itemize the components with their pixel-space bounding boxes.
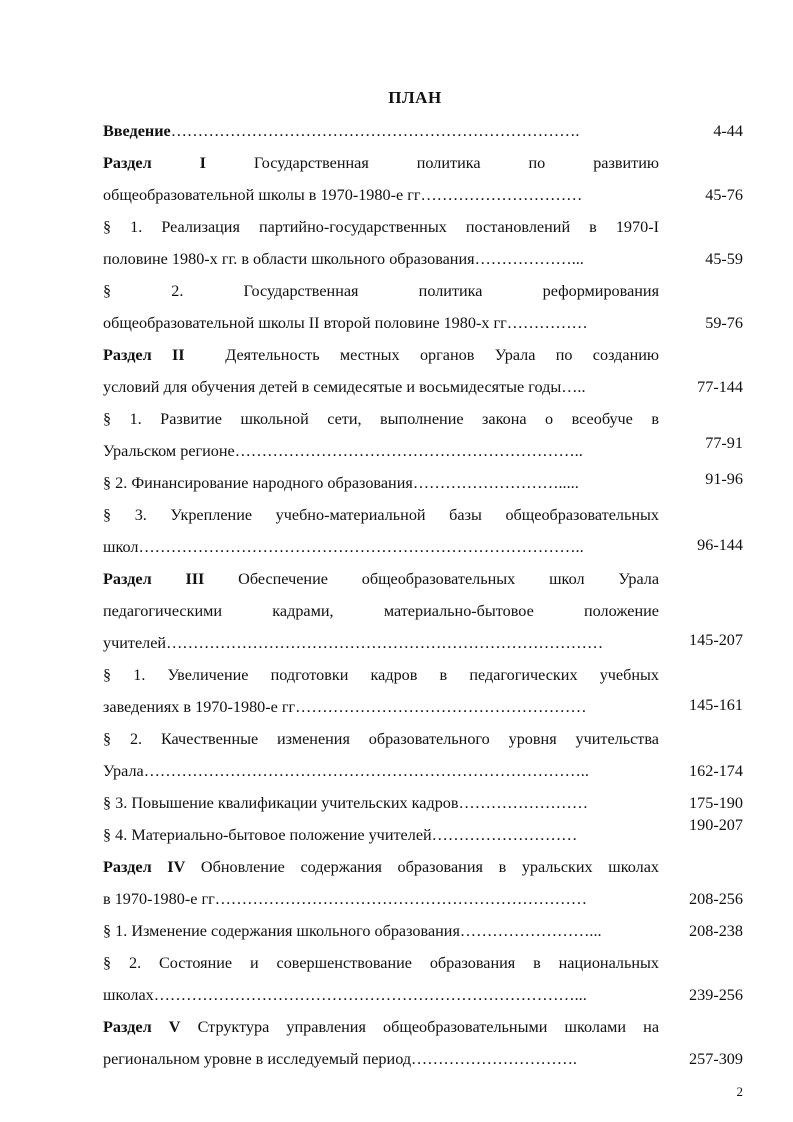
toc-s1-para1-line1: § 1. Реализация партийно-государственных постановлений в 1970-I (103, 218, 659, 236)
toc-section-5-line2: региональном уровне в исследуемый период…………………………. (103, 1050, 577, 1068)
toc-section-3-line1 (103, 569, 659, 589)
page-range-s2-para2: 91-96 (705, 470, 743, 488)
toc-s1-para1-line2: половине 1980-х гг. в области школьного образования………………... (103, 250, 584, 268)
toc-s4-para2-line1: § 2. Состояние и совершенствование образования в национальных (103, 954, 659, 972)
toc-s4-para1: § 1. Изменение содержания школьного образования……………………... (103, 922, 602, 940)
toc-s2-para3-line2: школ……………………………………………………………………….. (103, 538, 584, 556)
page-range-section-2: 77-144 (697, 378, 743, 396)
toc-s3-para1-line2: заведениях в 1970-1980-е гг……………………………………………… (103, 698, 587, 716)
toc-s3-para3: § 3. Повышение квалификации учительских кадров…………………… (103, 794, 589, 812)
heading-word: по (528, 154, 546, 172)
toc-s4-para2-line2: школах……………………………………………………………………... (103, 986, 587, 1004)
section-number: III (185, 570, 205, 588)
toc-s2-para2: § 2. Финансирование народного образования………………………..... (103, 474, 579, 492)
toc-s3-para2-line2: Урала……………………………………………………………………….. (103, 762, 589, 780)
toc-section-3-line2 (103, 601, 659, 621)
toc-s3-para1-line1: § 1. Увеличение подготовки кадров в педагогических учебных (103, 666, 659, 684)
leader-dots: …………………………………………………………………. (170, 122, 580, 140)
section-label: Раздел (103, 570, 152, 588)
section-number: I (199, 154, 206, 172)
toc-s2-para1-line1: § 1. Развитие школьной сети, выполнение закона о всеобуче в (103, 410, 659, 428)
toc-s1-para2-line2: общеобразовательной школы II второй половине 1980-х гг…………… (103, 314, 588, 332)
toc-section-3-line3: учителей……………………………………………………………………… (103, 634, 604, 652)
toc-s3-para2-line1: § 2. Качественные изменения образовательного уровня учительства (103, 730, 659, 748)
heading-word: материально-бытовое (383, 602, 534, 620)
toc-s2-para3-line1: § 3. Укрепление учебно-материальной базы общеобразовательных (103, 506, 659, 524)
toc-section-1-line2: общеобразовательной школы в 1970-1980-е гг………………………… (103, 186, 583, 204)
page-range-s1-para1: 45-59 (705, 250, 743, 268)
heading-word: педагогическими (103, 602, 223, 620)
page-range-section-4: 208-256 (689, 890, 743, 908)
page-title: ПЛАН (388, 88, 442, 107)
heading-word: политика (416, 154, 481, 172)
section-heading: Структура управления общеобразовательными школами на (197, 1018, 660, 1036)
page-range-section-3: 145-207 (689, 631, 743, 649)
page-number: 2 (736, 1084, 743, 1099)
page-range-intro: 4-44 (713, 122, 743, 140)
toc-s1-para2-line1 (103, 281, 659, 301)
page-range-s4-para1: 208-238 (689, 922, 743, 940)
page-range-section-5: 257-309 (689, 1050, 743, 1068)
heading-word: Государственная (253, 154, 369, 172)
toc-section-4-line2: в 1970-1980-е гг…………………………………………………………… (103, 890, 588, 908)
toc-section-1-line1 (103, 153, 659, 173)
section-label: Раздел V (103, 1018, 181, 1036)
toc-section-2-line1 (103, 345, 659, 365)
heading-word: школ (549, 570, 585, 588)
page-range-s4-para2: 239-256 (689, 986, 743, 1004)
page-range-s1-para2: 59-76 (705, 314, 743, 332)
heading-word: общеобразовательных (361, 570, 516, 588)
toc-s3-para4: § 4. Материально-бытовое положение учителей……………………… (103, 826, 578, 844)
para-number: 2. (171, 282, 184, 300)
heading-word: политика (418, 282, 483, 300)
page-range-s3-para1: 145-161 (689, 696, 743, 714)
toc-entry-intro (103, 121, 659, 141)
section-label: Раздел (103, 154, 152, 172)
section-label: Раздел II (103, 346, 185, 364)
toc-section-5-line1 (103, 1017, 659, 1037)
toc-s2-para1-line2: Уральском регионе……………………………………………………….. (103, 442, 583, 460)
heading-word: развитию (593, 154, 660, 172)
section-heading: Деятельность местных органов Урала по созданию (225, 346, 660, 364)
toc-section-4-line1 (103, 857, 659, 877)
section-label: Раздел IV (103, 858, 186, 876)
heading-word: Обеспечение (238, 570, 328, 588)
page-range-s3-para3: 175-190 (689, 794, 743, 812)
heading-word: Государственная (243, 282, 359, 300)
page-range-s3-para2: 162-174 (689, 762, 743, 780)
heading-word: Урала (618, 570, 660, 588)
section-heading: Обновление содержания образования в уральских школах (200, 858, 659, 876)
page-range-s3-para4: 190-207 (689, 816, 743, 834)
page-range-s2-para1: 77-91 (705, 434, 743, 452)
intro-label: Введение (103, 122, 171, 140)
page-range-section-1: 45-76 (705, 186, 743, 204)
heading-word: кадрами, (272, 602, 334, 620)
para-sign: § (103, 282, 112, 300)
toc-section-2-line2: условий для обучения детей в семидесятые и восьмидесятые годы….. (103, 378, 586, 396)
page-range-s2-para3: 96-144 (697, 536, 743, 554)
heading-word: реформирования (542, 282, 660, 300)
heading-word: положение (584, 602, 659, 620)
